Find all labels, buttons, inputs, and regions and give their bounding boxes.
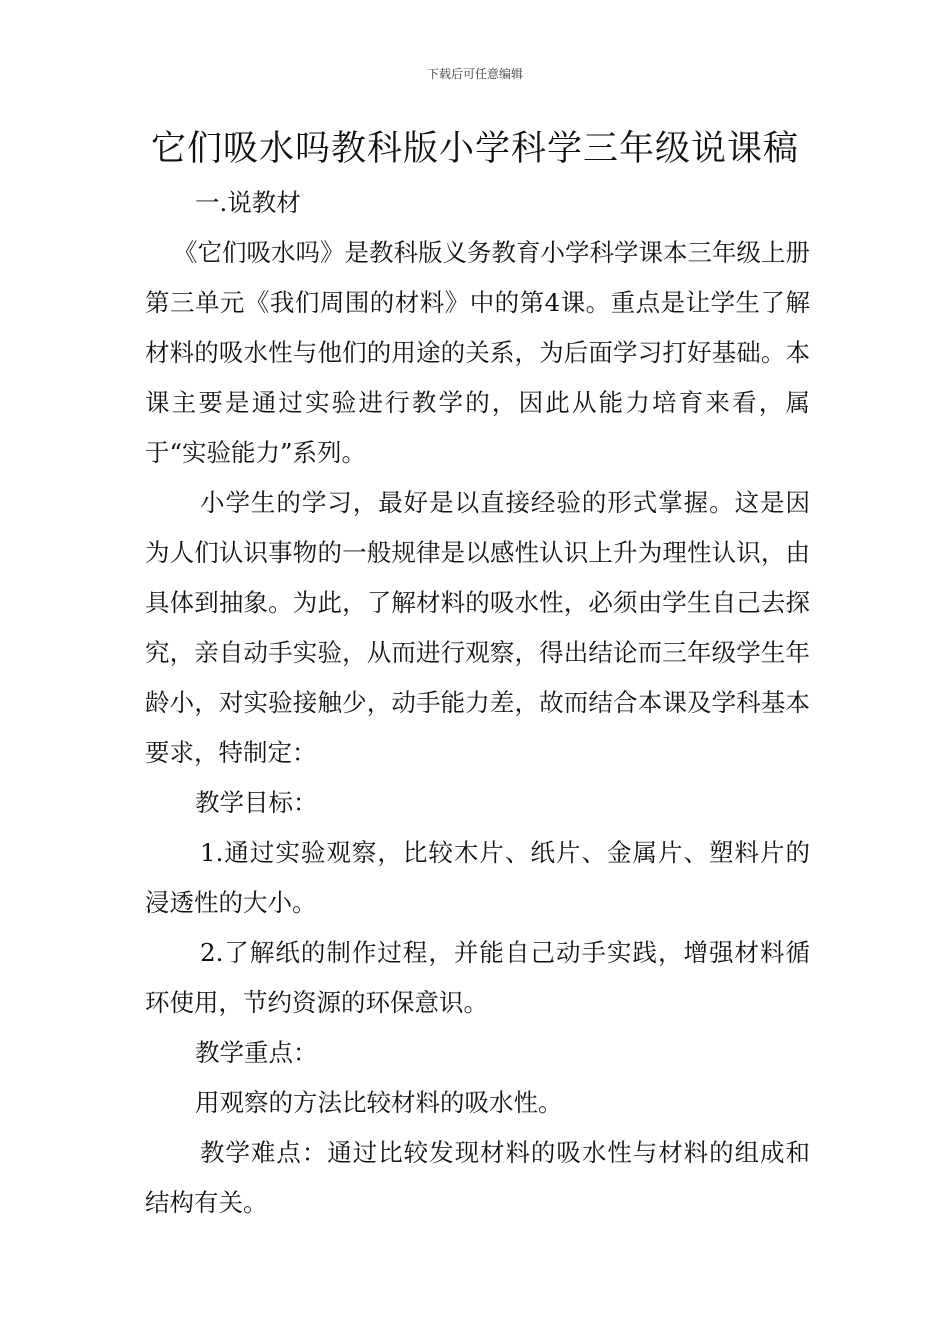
paragraph-learning-analysis: 小学生的学习，最好是以直接经验的形式掌握。这是因为人们认识事物的一般规律是以感性认识上升为理性认识，由具体到抽象。为此，了解材料的吸水性，必须由学生自己去探究，亲自动手实验，从而进行观察，得出结论而三年级学生年龄小，对实验接触少，动手能力差，故而结合本课及学科基本要求，特制定： [145, 488, 810, 767]
teaching-difficulty-text: 教学难点：通过比较发现材料的吸水性与材料的组成和结构有关。 [145, 1138, 810, 1217]
heading-teaching-goals: 教学目标： [195, 788, 318, 817]
goal-item-2: 2.了解纸的制作过程，并能自己动手实践，增强材料循环使用，节约资源的环保意识。 [145, 938, 810, 1017]
teaching-focus-text: 用观察的方法比较材料的吸水性。 [195, 1088, 563, 1117]
document-body [145, 178, 810, 1228]
paragraph-textbook-intro: 《它们吸水吗》是教科版义务教育小学科学课本三年级上册第三单元《我们周围的材料》中的第4课。重点是让学生了解材料的吸水性与他们的用途的关系，为后面学习打好基础。本课主要是通过实验进行教学的，因此从能力培育来看，属于“实验能力”系列。 [145, 238, 810, 467]
goal-item-1: 1.通过实验观察，比较木片、纸片、金属片、塑料片的浸透性的大小。 [145, 838, 810, 917]
page-header-note: 下载后可任意编辑 [426, 67, 523, 81]
document-title: 它们吸水吗教科版小学科学三年级说课稿 [150, 129, 799, 169]
heading-teaching-focus: 教学重点： [195, 1038, 318, 1067]
section-heading-textbook: 一.说教材 [195, 188, 301, 217]
